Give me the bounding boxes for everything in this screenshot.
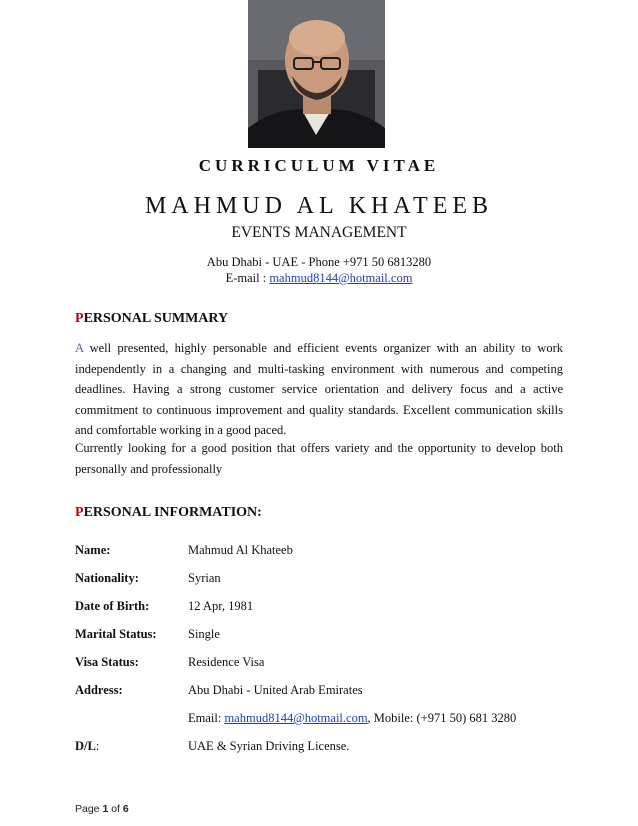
marital-status-value: Single <box>188 627 220 641</box>
email-link[interactable]: mahmud8144@hotmail.com <box>269 271 413 285</box>
page-word: Page <box>75 803 103 815</box>
heading-rest: ERSONAL SUMMARY <box>83 311 229 326</box>
objective-paragraph: Currently looking for a good position that offers variety and the opportunity to develop both personally and professionally <box>75 441 563 476</box>
page-footer <box>75 803 129 815</box>
dl-colon: : <box>95 739 100 753</box>
dob-value: 12 Apr, 1981 <box>188 599 254 613</box>
section-heading-info <box>75 505 262 521</box>
profile-photo <box>248 0 385 148</box>
heading-initial: P <box>75 505 84 520</box>
nationality-value: Syrian <box>188 571 221 585</box>
address-value: Abu Dhabi - United Arab Emirates <box>188 683 363 697</box>
email-prefix: E-mail : <box>225 271 270 285</box>
dl-value: UAE & Syrian Driving License. <box>188 739 350 753</box>
contact-mobile: , Mobile: (+971 50) 681 3280 <box>367 711 517 725</box>
summary-paragraph <box>75 338 563 441</box>
dob-label: Date of Birth: <box>75 599 150 613</box>
section-heading-summary <box>75 311 228 327</box>
of-word: of <box>108 803 123 815</box>
heading-rest: ERSONAL INFORMATION: <box>83 505 262 520</box>
visa-status-label: Visa Status: <box>75 655 139 669</box>
contact-line: Abu Dhabi - UAE - Phone +971 50 6813280 <box>206 255 432 269</box>
paragraph-body: well presented, highly personable and efficient events organizer with an ability to work independently in a changing and multi-tasking environment with numerous and competing deadlines. Having a strong customer service orientation and delivery focus and a active commitment to continuous improvement and quality standards. Excellent communication skills and comfortable working in a good paced. <box>75 341 563 438</box>
paragraph-initial: A <box>75 341 84 355</box>
page-number: 1 <box>102 803 109 815</box>
heading-initial: P <box>75 311 84 326</box>
marital-status-label: Marital Status: <box>75 627 157 641</box>
document-title: CURRICULUM VITAE <box>198 156 440 175</box>
name-value: Mahmud Al Khateeb <box>188 543 293 557</box>
name-label: Name: <box>75 543 111 557</box>
page-total: 6 <box>122 803 129 815</box>
contact-email-link[interactable]: mahmud8144@hotmail.com <box>224 711 368 725</box>
address-label: Address: <box>75 683 123 697</box>
job-title: EVENTS MANAGEMENT <box>231 224 407 241</box>
dl-label-text: D/L <box>75 739 96 753</box>
visa-status-value: Residence Visa <box>188 655 265 669</box>
email-line <box>0 271 638 286</box>
contact-email-prefix: Email: <box>188 711 225 725</box>
person-name: MAHMUD AL KHATEEB <box>144 193 494 219</box>
contact-details <box>188 711 516 726</box>
dl-label <box>75 739 99 754</box>
nationality-label: Nationality: <box>75 571 139 585</box>
